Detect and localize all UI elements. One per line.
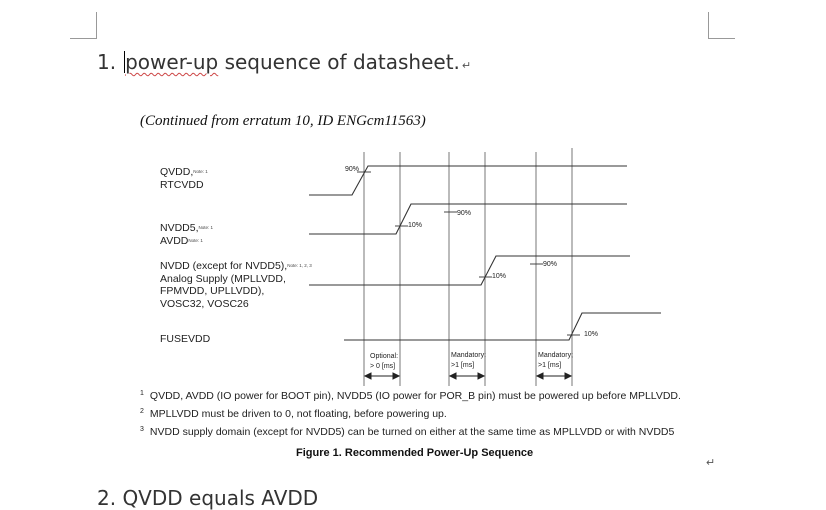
footnote-number: 2: [140, 408, 144, 415]
arrow-head: [365, 373, 371, 379]
signal-line: FPMVDD, UPLLVDD),: [160, 285, 265, 297]
threshold-label: 10%: [492, 273, 507, 280]
interval-label: Mandatory;: [538, 352, 574, 359]
note-ref: Note: 1: [193, 169, 208, 174]
threshold-label: 90%: [543, 261, 558, 268]
interval-label: >1 [ms]: [538, 362, 562, 369]
note-ref: Note: 1: [198, 225, 214, 230]
figure-caption: Figure 1. Recommended Power-Up Sequence: [296, 447, 534, 459]
signal-line: VOSC32, VOSC26: [160, 297, 249, 310]
continued-note: (Continued from erratum 10, ID ENGcm11563): [140, 113, 426, 129]
signal-line: FUSEVDD: [160, 333, 211, 345]
heading-number: 1.: [97, 50, 117, 74]
arrow-head: [478, 373, 484, 379]
waveform-nvdd: [309, 256, 630, 285]
arrow-head: [393, 373, 399, 379]
footnote-text: MPLLVDD must be driven to 0, not floating, before powering up.: [149, 408, 447, 420]
threshold-label: 90%: [457, 210, 472, 217]
spellcheck-word[interactable]: power-up: [125, 50, 219, 74]
waveform-fusevdd: [344, 313, 661, 340]
arrow-head: [450, 373, 456, 379]
footnote: [140, 426, 674, 438]
signal-line: NVDD (except for NVDD5),: [160, 260, 288, 272]
paragraph-mark: ↵: [706, 457, 716, 469]
interval-label: Mandatory:: [451, 352, 487, 359]
footnote-text: QVDD, AVDD (IO power for BOOT pin), NVDD5 (IO power for POR_B pin) must be powered up before MPLLVDD.: [149, 390, 681, 402]
note-ref: Note: 1, 2, 3: [287, 263, 312, 268]
arrow-head: [537, 373, 543, 379]
signal-line: NVDD5,: [160, 222, 199, 234]
interval-label: >1 [ms]: [451, 362, 475, 369]
signal-line: QVDD,: [160, 166, 194, 178]
footnote-number: 3: [140, 426, 144, 433]
section-heading-2: 2. QVDD equals AVDD: [97, 486, 319, 510]
threshold-label: 10%: [408, 222, 423, 229]
note-ref: Note: 1: [188, 237, 203, 243]
footnote: [140, 408, 447, 420]
timing-guides: [364, 148, 572, 386]
footnote-text: NVDD supply domain (except for NVDD5) can be turned on either at the same time as MPLLVDD or with NVDD5: [149, 426, 675, 438]
signal-line: AVDD: [160, 234, 189, 247]
signal-line: RTCVDD: [160, 178, 204, 191]
arrow-head: [565, 373, 571, 379]
threshold-label: 10%: [584, 331, 599, 338]
interval-label: > 0 [ms]: [370, 363, 396, 370]
paragraph-mark: ↵: [461, 59, 472, 72]
footnote: [140, 390, 681, 402]
heading-text: sequence of datasheet.: [218, 50, 460, 74]
waveform-nvdd5: [309, 204, 627, 234]
footnote-number: 1: [140, 390, 144, 397]
interval-label: Optional:: [370, 353, 399, 360]
signal-line: Analog Supply (MPLLVDD,: [160, 272, 286, 285]
threshold-label: 90%: [345, 166, 360, 173]
